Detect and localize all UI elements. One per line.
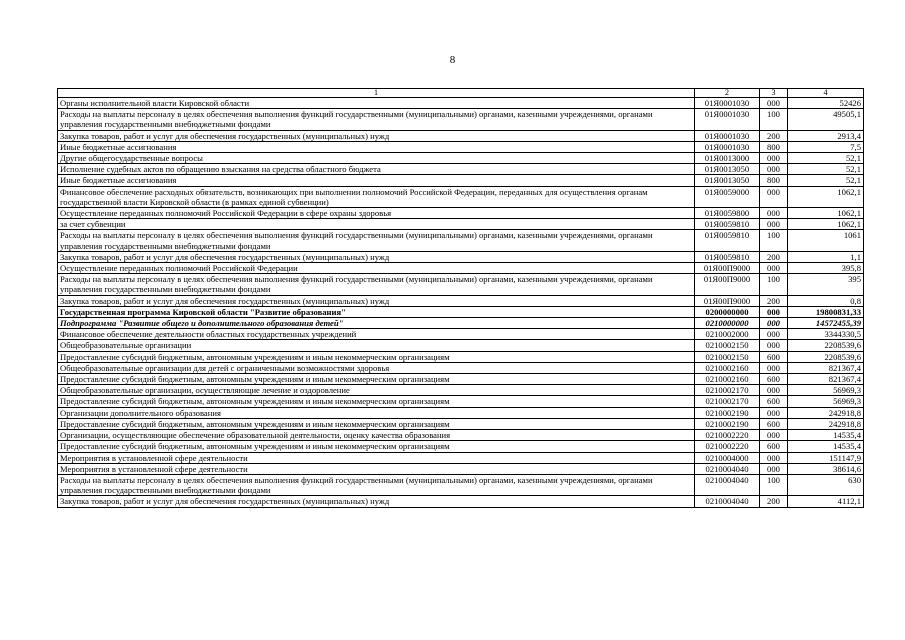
table-row bbox=[58, 141, 864, 152]
table-row bbox=[58, 230, 864, 251]
table-row bbox=[58, 441, 864, 452]
row-sum-cell: 0,8 bbox=[788, 295, 864, 306]
row-name-cell: Организации, осуществляющие обеспечение образовательной деятельности, оценку качества образования bbox=[58, 430, 695, 441]
table-row bbox=[58, 153, 864, 164]
row-code-cell: 0210002150 bbox=[695, 340, 760, 351]
row-name-cell: Предоставление субсидий бюджетным, автономным учреждениям и иным некоммерческим организациям bbox=[58, 351, 695, 362]
row-name-cell: Осуществление переданных полномочий Российской Федерации в сфере охраны здоровья bbox=[58, 208, 695, 219]
row-code-cell: 0210002190 bbox=[695, 407, 760, 418]
table-row bbox=[58, 474, 864, 495]
row-vr-cell: 800 bbox=[760, 175, 788, 186]
row-name-cell: Общеобразовательные организации, осуществляющие лечение и оздоровление bbox=[58, 385, 695, 396]
row-code-cell: 01Я0059810 bbox=[695, 251, 760, 262]
row-sum-cell: 49505,1 bbox=[788, 109, 864, 130]
table-row bbox=[58, 418, 864, 429]
row-vr-cell: 000 bbox=[760, 452, 788, 463]
row-name-cell: Предоставление субсидий бюджетным, автономным учреждениям и иным некоммерческим организациям bbox=[58, 441, 695, 452]
row-sum-cell: 52,1 bbox=[788, 175, 864, 186]
row-code-cell: 0210004040 bbox=[695, 474, 760, 495]
row-code-cell: 01Я00П9000 bbox=[695, 263, 760, 274]
row-name-cell: Закупка товаров, работ и услуг для обеспечения государственных (муниципальных) нужд bbox=[58, 130, 695, 141]
row-code-cell: 01Я0013050 bbox=[695, 164, 760, 175]
row-vr-cell: 000 bbox=[760, 208, 788, 219]
table-row bbox=[58, 295, 864, 306]
row-sum-cell: 151147,9 bbox=[788, 452, 864, 463]
row-sum-cell: 56969,3 bbox=[788, 396, 864, 407]
table-row bbox=[58, 109, 864, 130]
row-vr-cell: 600 bbox=[760, 396, 788, 407]
table-row bbox=[58, 452, 864, 463]
row-name-cell: Предоставление субсидий бюджетным, автономным учреждениям и иным некоммерческим организациям bbox=[58, 396, 695, 407]
row-name-cell: Общеобразовательные организации bbox=[58, 340, 695, 351]
row-code-cell: 0210002170 bbox=[695, 385, 760, 396]
row-code-cell: 0210004040 bbox=[695, 463, 760, 474]
row-code-cell: 01Я0001030 bbox=[695, 141, 760, 152]
header-col-vr: 3 bbox=[760, 89, 788, 98]
row-name-cell: Мероприятия в установленной сфере деятельности bbox=[58, 463, 695, 474]
row-name-cell: Закупка товаров, работ и услуг для обеспечения государственных (муниципальных) нужд bbox=[58, 251, 695, 262]
table-row bbox=[58, 318, 864, 329]
page-number: 8 bbox=[449, 54, 456, 66]
row-code-cell: 01Я0013000 bbox=[695, 153, 760, 164]
row-name-cell: Исполнение судебных актов по обращению взыскания на средства областного бюджета bbox=[58, 164, 695, 175]
table-row bbox=[58, 263, 864, 274]
row-code-cell: 0210000000 bbox=[695, 318, 760, 329]
table-row bbox=[58, 362, 864, 373]
row-sum-cell: 242918,8 bbox=[788, 407, 864, 418]
row-sum-cell: 52,1 bbox=[788, 153, 864, 164]
row-sum-cell: 1062,1 bbox=[788, 219, 864, 230]
row-sum-cell: 52426 bbox=[788, 98, 864, 109]
row-sum-cell: 4112,1 bbox=[788, 496, 864, 507]
row-code-cell: 0210004000 bbox=[695, 452, 760, 463]
row-name-cell: Финансовое обеспечение расходных обязательств, возникающих при выполнении полномочий Российской Федерации, переданных для осуществления органам государственной власти Кировской области (в рамках единой субвенции) bbox=[58, 186, 695, 207]
row-name-cell: Предоставление субсидий бюджетным, автономным учреждениям и иным некоммерческим организациям bbox=[58, 374, 695, 385]
row-vr-cell: 000 bbox=[760, 219, 788, 230]
row-vr-cell: 000 bbox=[760, 407, 788, 418]
table-row bbox=[58, 430, 864, 441]
row-name-cell: Государственная программа Кировской области "Развитие образования" bbox=[58, 306, 695, 317]
row-name-cell: Закупка товаров, работ и услуг для обеспечения государственных (муниципальных) нужд bbox=[58, 496, 695, 507]
row-sum-cell: 1062,1 bbox=[788, 208, 864, 219]
row-sum-cell: 2208539,6 bbox=[788, 340, 864, 351]
row-vr-cell: 100 bbox=[760, 109, 788, 130]
row-sum-cell: 3344330,5 bbox=[788, 329, 864, 340]
row-name-cell: Общеобразовательные организации для детей с ограниченными возможностями здоровья bbox=[58, 362, 695, 373]
row-name-cell: Мероприятия в установленной сфере деятельности bbox=[58, 452, 695, 463]
table-row bbox=[58, 208, 864, 219]
row-sum-cell: 1061 bbox=[788, 230, 864, 251]
row-name-cell: Иные бюджетные ассигнования bbox=[58, 175, 695, 186]
budget-table bbox=[57, 88, 864, 508]
row-sum-cell: 821367,4 bbox=[788, 362, 864, 373]
row-vr-cell: 000 bbox=[760, 164, 788, 175]
header-col-name: 1 bbox=[58, 89, 695, 98]
row-code-cell: 01Я0001030 bbox=[695, 109, 760, 130]
table-row bbox=[58, 351, 864, 362]
row-name-cell: Подпрограмма "Развитие общего и дополнительного образования детей" bbox=[58, 318, 695, 329]
row-name-cell: Органы исполнительной власти Кировской области bbox=[58, 98, 695, 109]
row-sum-cell: 14535,4 bbox=[788, 430, 864, 441]
row-sum-cell: 821367,4 bbox=[788, 374, 864, 385]
row-sum-cell: 395 bbox=[788, 274, 864, 295]
row-sum-cell: 52,1 bbox=[788, 164, 864, 175]
row-sum-cell: 2913,4 bbox=[788, 130, 864, 141]
row-sum-cell: 1,1 bbox=[788, 251, 864, 262]
row-sum-cell: 56969,3 bbox=[788, 385, 864, 396]
row-sum-cell: 19800831,33 bbox=[788, 306, 864, 317]
row-name-cell: Иные бюджетные ассигнования bbox=[58, 141, 695, 152]
row-vr-cell: 200 bbox=[760, 496, 788, 507]
row-vr-cell: 800 bbox=[760, 141, 788, 152]
row-code-cell: 01Я0059000 bbox=[695, 186, 760, 207]
row-name-cell: Организации дополнительного образования bbox=[58, 407, 695, 418]
table-row bbox=[58, 251, 864, 262]
row-vr-cell: 000 bbox=[760, 463, 788, 474]
row-sum-cell: 2208539,6 bbox=[788, 351, 864, 362]
table-row bbox=[58, 374, 864, 385]
row-vr-cell: 600 bbox=[760, 418, 788, 429]
row-name-cell: за счет субвенции bbox=[58, 219, 695, 230]
row-vr-cell: 000 bbox=[760, 329, 788, 340]
row-vr-cell: 000 bbox=[760, 98, 788, 109]
table-row bbox=[58, 385, 864, 396]
row-name-cell: Расходы на выплаты персоналу в целях обеспечения выполнения функций государственными (муниципальными) органами, казенными учреждениями, органами управления государственными внебюджетными фондами bbox=[58, 274, 695, 295]
row-code-cell: 01Я0001030 bbox=[695, 130, 760, 141]
row-sum-cell: 14535,4 bbox=[788, 441, 864, 452]
header-col-code: 2 bbox=[695, 89, 760, 98]
row-code-cell: 0210002000 bbox=[695, 329, 760, 340]
row-vr-cell: 100 bbox=[760, 474, 788, 495]
row-vr-cell: 200 bbox=[760, 295, 788, 306]
row-code-cell: 01Я0059810 bbox=[695, 219, 760, 230]
table-row bbox=[58, 306, 864, 317]
row-vr-cell: 600 bbox=[760, 351, 788, 362]
row-vr-cell: 000 bbox=[760, 362, 788, 373]
row-code-cell: 0210002190 bbox=[695, 418, 760, 429]
row-vr-cell: 000 bbox=[760, 340, 788, 351]
row-code-cell: 01Я00П9000 bbox=[695, 295, 760, 306]
row-code-cell: 0210002160 bbox=[695, 374, 760, 385]
row-sum-cell: 14572455,39 bbox=[788, 318, 864, 329]
table-row bbox=[58, 340, 864, 351]
table-row bbox=[58, 130, 864, 141]
row-vr-cell: 000 bbox=[760, 263, 788, 274]
row-code-cell: 0210004040 bbox=[695, 496, 760, 507]
row-code-cell: 0210002170 bbox=[695, 396, 760, 407]
table-row bbox=[58, 98, 864, 109]
row-vr-cell: 000 bbox=[760, 318, 788, 329]
row-vr-cell: 000 bbox=[760, 385, 788, 396]
row-code-cell: 01Я0059800 bbox=[695, 208, 760, 219]
row-sum-cell: 1062,1 bbox=[788, 186, 864, 207]
table-row bbox=[58, 463, 864, 474]
table-row bbox=[58, 329, 864, 340]
row-vr-cell: 100 bbox=[760, 230, 788, 251]
row-vr-cell: 200 bbox=[760, 251, 788, 262]
row-vr-cell: 200 bbox=[760, 130, 788, 141]
row-sum-cell: 630 bbox=[788, 474, 864, 495]
row-name-cell: Расходы на выплаты персоналу в целях обеспечения выполнения функций государственными (муниципальными) органами, казенными учреждениями, органами управления государственными внебюджетными фондами bbox=[58, 109, 695, 130]
row-name-cell: Расходы на выплаты персоналу в целях обеспечения выполнения функций государственными (муниципальными) органами, казенными учреждениями, органами управления государственными внебюджетными фондами bbox=[58, 230, 695, 251]
row-sum-cell: 7,5 bbox=[788, 141, 864, 152]
row-name-cell: Закупка товаров, работ и услуг для обеспечения государственных (муниципальных) нужд bbox=[58, 295, 695, 306]
table-row bbox=[58, 274, 864, 295]
row-code-cell: 01Я0059810 bbox=[695, 230, 760, 251]
row-sum-cell: 395,8 bbox=[788, 263, 864, 274]
table-row bbox=[58, 186, 864, 207]
row-vr-cell: 600 bbox=[760, 441, 788, 452]
table-row bbox=[58, 496, 864, 507]
row-name-cell: Предоставление субсидий бюджетным, автономным учреждениям и иным некоммерческим организациям bbox=[58, 418, 695, 429]
row-code-cell: 0210002220 bbox=[695, 430, 760, 441]
row-name-cell: Финансовое обеспечение деятельности областных государственных учреждений bbox=[58, 329, 695, 340]
row-code-cell: 0210002150 bbox=[695, 351, 760, 362]
row-name-cell: Осуществление переданных полномочий Российской Федерации bbox=[58, 263, 695, 274]
row-code-cell: 0200000000 bbox=[695, 306, 760, 317]
table-row bbox=[58, 219, 864, 230]
table-row bbox=[58, 396, 864, 407]
row-code-cell: 01Я0001030 bbox=[695, 98, 760, 109]
row-vr-cell: 600 bbox=[760, 374, 788, 385]
row-sum-cell: 38614,6 bbox=[788, 463, 864, 474]
header-col-sum: 4 bbox=[788, 89, 864, 98]
row-vr-cell: 000 bbox=[760, 186, 788, 207]
header-row bbox=[58, 89, 864, 98]
table-row bbox=[58, 407, 864, 418]
row-code-cell: 0210002220 bbox=[695, 441, 760, 452]
row-name-cell: Расходы на выплаты персоналу в целях обеспечения выполнения функций государственными (муниципальными) органами, казенными учреждениями, органами управления государственными внебюджетными фондами bbox=[58, 474, 695, 495]
table-row bbox=[58, 164, 864, 175]
row-code-cell: 01Я0013050 bbox=[695, 175, 760, 186]
row-sum-cell: 242918,8 bbox=[788, 418, 864, 429]
row-code-cell: 0210002160 bbox=[695, 362, 760, 373]
row-vr-cell: 000 bbox=[760, 306, 788, 317]
row-vr-cell: 100 bbox=[760, 274, 788, 295]
row-name-cell: Другие общегосударственные вопросы bbox=[58, 153, 695, 164]
table-row bbox=[58, 175, 864, 186]
row-vr-cell: 000 bbox=[760, 153, 788, 164]
row-code-cell: 01Я00П9000 bbox=[695, 274, 760, 295]
row-vr-cell: 000 bbox=[760, 430, 788, 441]
